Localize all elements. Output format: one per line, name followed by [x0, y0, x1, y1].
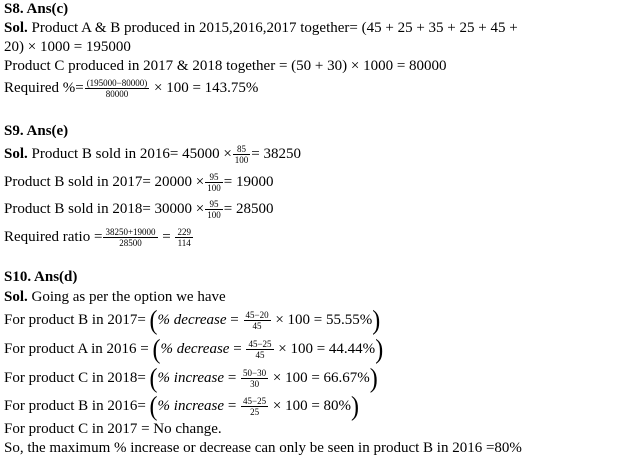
s9-r3-fraction	[205, 199, 223, 220]
s9-row-2018	[4, 199, 273, 220]
fraction-denominator: 80000	[105, 89, 129, 99]
fraction-numerator: 38250+19000	[105, 227, 156, 237]
s9-ratio-fraction-1	[103, 227, 157, 248]
left-paren: (	[149, 305, 158, 336]
fraction-numerator: 50−30	[243, 368, 267, 378]
fraction-numerator: 229	[177, 227, 191, 237]
fraction-denominator: 45	[255, 350, 265, 360]
fraction-denominator: 100	[207, 183, 221, 193]
s10-row: For product A in 2016 = (% decrease = $\frac{45-25}{45}$ × 100 = 44.44%)	[4, 334, 384, 365]
s8-req-fraction	[85, 78, 150, 99]
row-fraction	[246, 339, 273, 360]
fraction-denominator: 30	[250, 379, 260, 389]
s9-heading: S9. Ans(e)	[4, 123, 69, 139]
s10-intro-text: Going as per the option we have	[27, 289, 226, 305]
s9-r2-suffix: = 19000	[223, 173, 274, 190]
row-word: % increase	[157, 369, 225, 386]
fraction-denominator: 25	[250, 407, 260, 417]
right-paren: )	[369, 363, 378, 394]
s9-r3-suffix: = 28500	[223, 200, 274, 217]
row-prefix: For product A in 2016 =	[4, 340, 153, 357]
left-paren: (	[149, 391, 158, 422]
s9-r1-suffix: = 38250	[251, 145, 301, 162]
s9-r2-prefix: Product B sold in 2017= 20000 ×	[4, 173, 205, 190]
fraction-denominator: 100	[234, 155, 249, 165]
s8-line3: Product C produced in 2017 & 2018 together = (50 + 30) × 1000 = 80000	[4, 58, 447, 74]
row-prefix: For product B in 2016=	[4, 397, 150, 414]
fraction-denominator: 114	[177, 238, 191, 248]
fraction-numerator: 85	[233, 144, 251, 155]
s9-sol-label: Sol.	[4, 145, 28, 162]
s8-required	[4, 78, 258, 99]
fraction-numerator: 45−25	[243, 396, 267, 406]
s10-row: For product C in 2018= (% increase = $\frac{50-30}{30}$ × 100 = 66.67%)	[4, 363, 378, 394]
s9-ratio-eq: =	[158, 228, 175, 245]
s9-ratio-prefix: Required ratio =	[4, 228, 103, 245]
row-prefix: For product B in 2017=	[4, 311, 150, 328]
fraction-numerator: 95	[205, 172, 223, 183]
right-paren: )	[375, 334, 384, 365]
s8-line1-text: Product A & B produced in 2015,2016,2017 together= (45 + 25 + 35 + 25 + 45 +	[27, 20, 518, 36]
left-paren: (	[152, 334, 161, 365]
row-fraction	[241, 396, 268, 417]
s10-intro	[4, 288, 226, 306]
fraction-denominator: 100	[207, 210, 221, 220]
s9-r1-prefix: Product B sold in 2016= 45000 ×	[27, 145, 232, 162]
s10-row: For product B in 2016= (% increase = $\frac{45-25}{25}$ × 100 = 80%)	[4, 391, 360, 422]
s10-no-change: For product C in 2017 = No change.	[4, 421, 222, 437]
left-paren: (	[149, 363, 158, 394]
s10-sol-label: Sol.	[4, 289, 28, 305]
s9-r3-prefix: Product B sold in 2018= 30000 ×	[4, 200, 205, 217]
s10-row: For product B in 2017= (% decrease = $\frac{45-20}{45}$ × 100 = 55.55%)	[4, 305, 381, 336]
s9-row-2017	[4, 172, 273, 193]
s8-line1	[4, 19, 624, 37]
s9-ratio-fraction-2	[175, 227, 193, 248]
row-suffix: × 100 = 44.44%	[274, 340, 376, 357]
s8-req-prefix: Required %=	[4, 79, 84, 96]
s8-sol-label: Sol.	[4, 20, 28, 36]
row-suffix: × 100 = 55.55%	[271, 311, 373, 328]
row-fraction	[244, 310, 271, 331]
s9-ratio	[4, 227, 194, 248]
row-fraction	[241, 368, 268, 389]
fraction-denominator: 45	[252, 321, 262, 331]
s9-row-2016	[4, 144, 301, 165]
right-paren: )	[351, 391, 360, 422]
row-word: % increase	[157, 397, 225, 414]
s10-conclusion: So, the maximum % increase or decrease can only be seen in product B in 2016 =80%	[4, 440, 522, 456]
s8-line2: 20) × 1000 = 195000	[4, 39, 131, 55]
row-word: % decrease	[157, 311, 227, 328]
fraction-numerator: 45−25	[248, 339, 272, 349]
s8-req-suffix: × 100 = 143.75%	[150, 79, 259, 96]
row-suffix: × 100 = 80%	[269, 397, 352, 414]
fraction-numerator: 95	[205, 199, 223, 210]
s10-heading: S10. Ans(d)	[4, 269, 78, 285]
row-word: % decrease	[160, 340, 230, 357]
s8-heading: S8. Ans(c)	[4, 1, 69, 17]
fraction-denominator: 28500	[119, 238, 142, 248]
fraction-numerator: 45−20	[245, 310, 269, 320]
s9-r1-fraction	[233, 144, 251, 165]
fraction-numerator: (195000−80000)	[86, 78, 148, 88]
s9-r2-fraction	[205, 172, 223, 193]
right-paren: )	[372, 305, 381, 336]
row-suffix: × 100 = 66.67%	[269, 369, 370, 386]
row-prefix: For product C in 2018=	[4, 369, 150, 386]
